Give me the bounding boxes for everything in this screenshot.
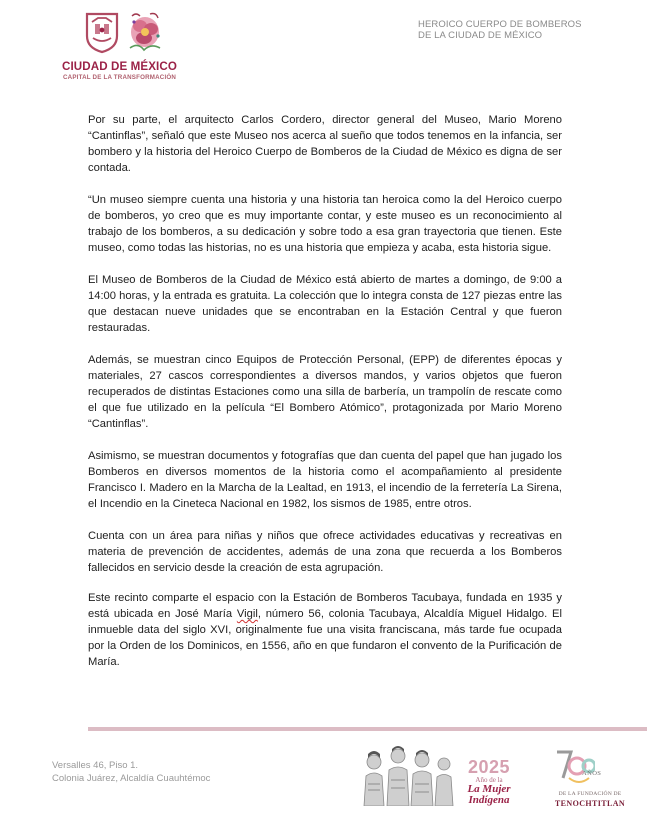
logo-city-name: CIUDAD DE MÉXICO — [62, 60, 177, 73]
organization-line-2: DE LA CIUDAD DE MÉXICO — [418, 30, 543, 41]
paragraph-6: Cuenta con un área para niñas y niños que ofrece actividades educativas y recreativas en materia de prevención de accidentes, además de una zona que recuerda a los Bomberos fallecidos en servicio desde la creación de esta agrupación. — [88, 530, 562, 574]
paragraph-7-part-b: , número 56, colonia Tacubaya, Alcaldía Miguel Hidalgo. El inmueble data del siglo XVI, originalmente fue una visita franciscana, más tarde fue ocupada por la Orden de los Dominicos, en 1556, año en que fundaron el convento de la Purificación de María. — [88, 608, 562, 668]
footer-address — [52, 759, 210, 785]
document-body — [88, 112, 562, 686]
address-line-2: Colonia Juárez, Alcaldía Cuauhtémoc — [52, 773, 211, 784]
organization-line-1: HEROICO CUERPO DE BOMBEROS — [418, 19, 582, 30]
year-title-line-2: Indígena — [468, 794, 510, 806]
anniversary-caption-line-1: DE LA FUNDACIÓN DE — [558, 791, 622, 797]
anniversary-years-label: AÑOS — [582, 770, 602, 777]
dahlia-flower-icon — [124, 10, 166, 56]
paragraph-7 — [88, 590, 562, 670]
paragraph-2: “Un museo siempre cuenta una historia y una historia tan heroica como la del Heroico cuerpo de bomberos, yo creo que es muy importante contar, y este museo es un reconocimiento al trabajo de los bomberos, a su dedicación y sobre todo a esa gran trayectoria que tienen. Este museo, como todas las historias, no es una historia que empieza y acaba, esta historia sigue. — [88, 194, 562, 254]
paragraph-7-part-a: Este recinto comparte el espacio con la Estación de Bomberos Tacubaya, fundada en 1935 y está ubicada en José María — [88, 592, 562, 620]
anniversary-caption-line-2: TENOCHTITLAN — [554, 799, 626, 808]
anniversary-700-icon — [555, 748, 595, 788]
tenochtitlan-anniversary-badge — [553, 748, 626, 808]
year-prefix: Año de la — [475, 776, 503, 784]
footer-divider — [88, 727, 647, 731]
spellcheck-flagged-word: Vigil — [236, 608, 258, 620]
paragraph-1: Por su parte, el arquitecto Carlos Cordero, director general del Museo, Mario Moreno “Cantinflas”, señaló que este Museo nos acerca al sueño que todos tenemos en la infancia, ser bombero y la historia del Heroico Cuerpo de Bomberos de la Ciudad de México es digna de ser contada. — [88, 114, 562, 174]
address-line-1: Versalles 46, Piso 1. — [52, 760, 139, 771]
indigenous-women-illustration-icon — [360, 744, 458, 806]
year-title-line-1: La Mujer — [467, 783, 511, 795]
year-of-indigenous-woman-badge — [462, 758, 516, 806]
paragraph-4: Además, se muestran cinco Equipos de Protección Personal, (EPP) de diferentes épocas y materiales, 27 cascos correspondientes a diversos mandos, y varios objetos que fueron recuperados de distintas Estaciones como una silla de barbería, un trampolín de rescate como el que fue utilizado en la película “El Bombero Atómico”, protagonizada por Mario Moreno “Cantinflas”. — [88, 354, 562, 430]
city-emblem-icon — [84, 10, 120, 54]
paragraph-5: Asimismo, se muestran documentos y fotografías que dan cuenta del papel que han jugado los Bomberos en diversos momentos de la historia como el acompañamiento al presidente Francisco I. Madero en la Marcha de la Lealtad, en 1913, el incendio de la ferretería La Sirena, el Incendio en la Cineteca Nacional en 1982, los sismos de 1985, entre otros. — [88, 450, 562, 510]
paragraph-3: El Museo de Bomberos de la Ciudad de México está abierto de martes a domingo, de 9:00 a 14:00 horas, y la entrada es gratuita. La colección que lo integra consta de 127 piezas entre las que destacan nueve unidades que se encontraban en la Estación Central y que fueron restauradas. — [88, 274, 562, 334]
organization-header — [418, 19, 618, 41]
logo-tagline: CAPITAL DE LA TRANSFORMACIÓN — [63, 74, 177, 81]
year-number: 2025 — [467, 757, 511, 777]
